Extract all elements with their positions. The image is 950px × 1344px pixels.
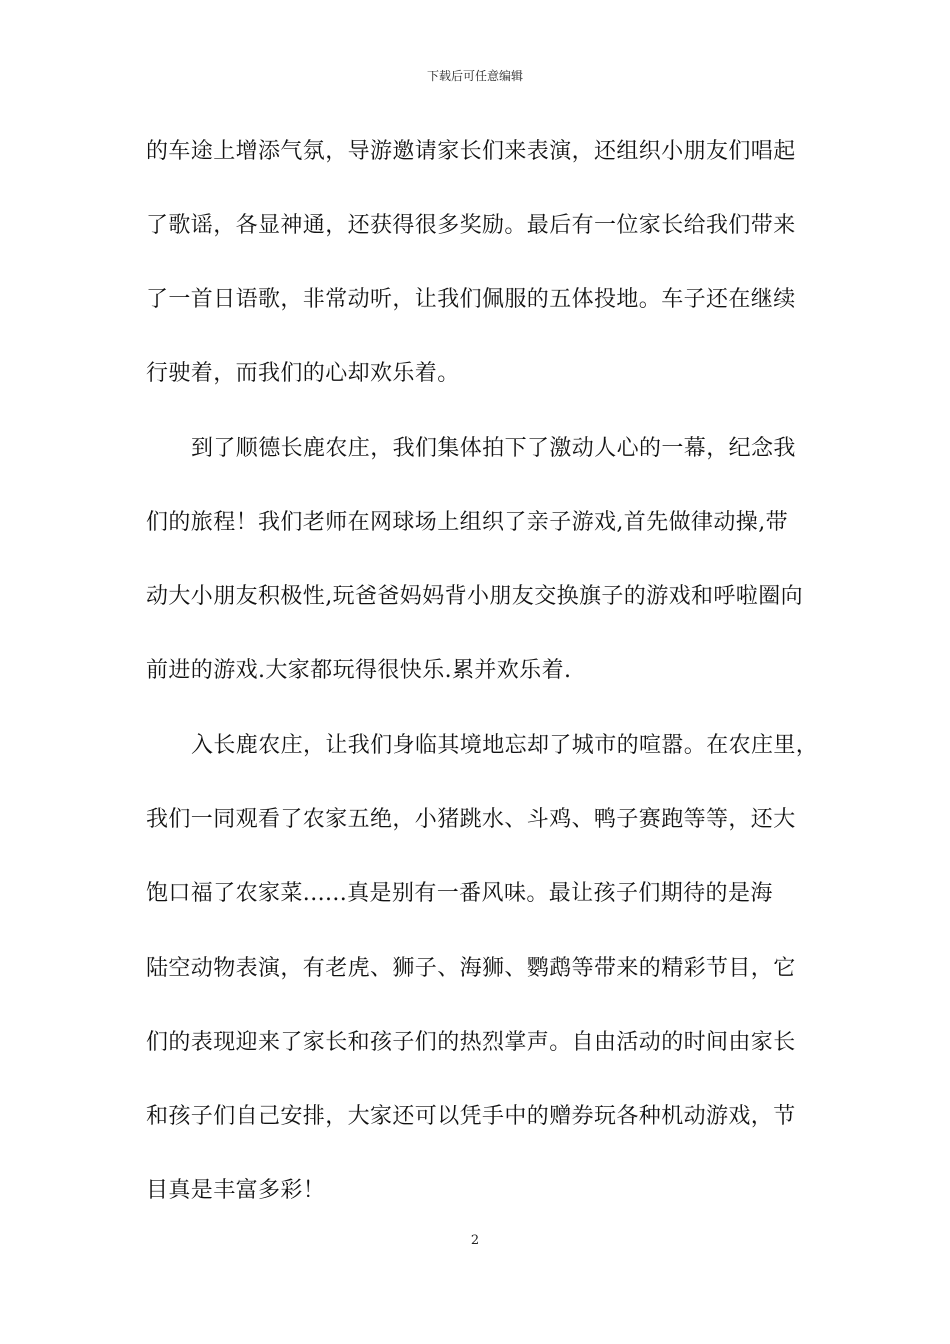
text-line: 的车途上增添气氛，导游邀请家长们来表演，还组织小朋友们唱起 (146, 139, 796, 164)
text-line: 了一首日语歌，非常动听，让我们佩服的五体投地。车子还在继续 (146, 287, 796, 312)
paragraph-first-line: 入长鹿农庄，让我们身临其境地忘却了城市的喧嚣。在农庄里， (191, 733, 819, 758)
text-line: 动大小朋友积极性,玩爸爸妈妈背小朋友交换旗子的游戏和呼啦圈向 (146, 584, 803, 609)
text-line: 行驶着，而我们的心却欢乐着。 (146, 361, 460, 386)
text-line: 们的表现迎来了家长和孩子们的热烈掌声。自由活动的时间由家长 (146, 1030, 796, 1055)
text-line: 目真是丰富多彩！ (146, 1178, 326, 1203)
text-line: 前进的游戏.大家都玩得很快乐.累并欢乐着. (146, 658, 572, 683)
text-line: 们的旅程！我们老师在网球场上组织了亲子游戏,首先做律动操,带 (146, 510, 788, 535)
text-line: 我们一同观看了农家五绝，小猪跳水、斗鸡、鸭子赛跑等等，还大 (146, 807, 796, 832)
text-line: 和孩子们自己安排，大家还可以凭手中的赠券玩各种机动游戏，节 (146, 1104, 796, 1129)
page-header: 下载后可任意编辑 (426, 69, 523, 83)
text-line: 陆空动物表演，有老虎、狮子、海狮、鹦鹉等带来的精彩节目，它 (146, 956, 796, 981)
text-line: 了歌谣，各显神通，还获得很多奖励。最后有一位家长给我们带来 (146, 213, 796, 238)
paragraph-first-line: 到了顺德长鹿农庄，我们集体拍下了激动人心的一幕，纪念我 (191, 436, 796, 461)
text-line: 饱口福了农家菜......真是别有一番风味。最让孩子们期待的是海 (146, 881, 773, 906)
page-number: 2 (470, 1233, 480, 1248)
